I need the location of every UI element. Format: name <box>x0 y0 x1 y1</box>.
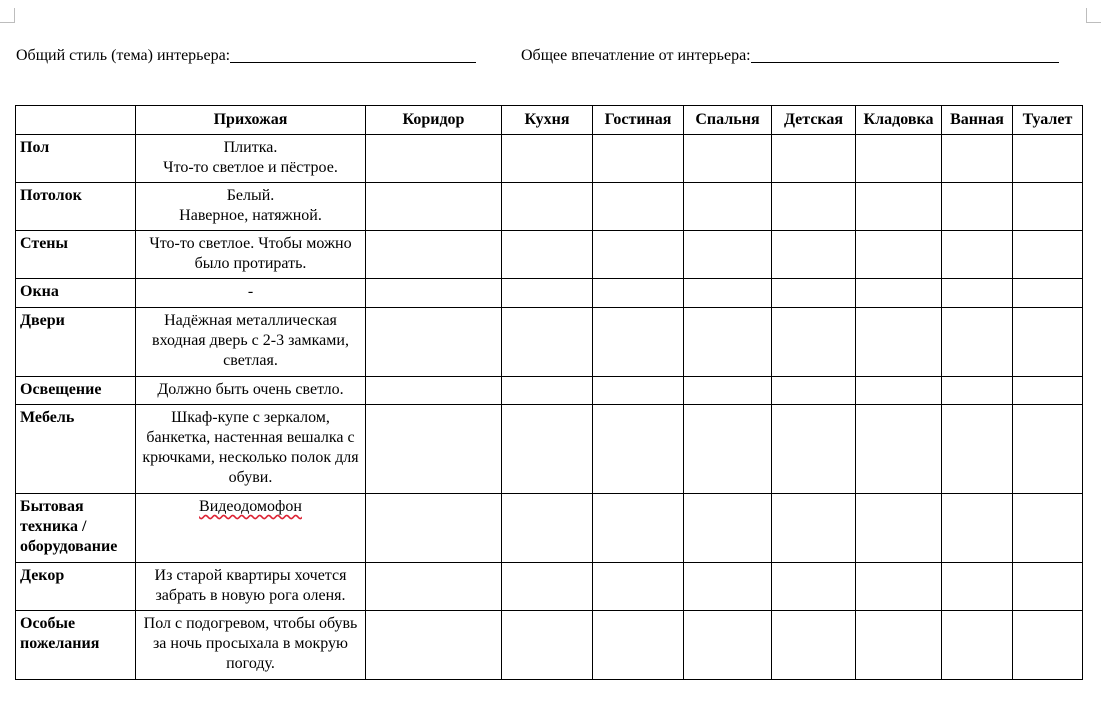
empty-cell[interactable] <box>1013 279 1083 308</box>
row-label: Освещение <box>16 377 136 405</box>
empty-cell[interactable] <box>593 183 684 231</box>
empty-cell[interactable] <box>684 405 772 494</box>
empty-cell[interactable] <box>1013 231 1083 279</box>
empty-cell[interactable] <box>593 135 684 183</box>
empty-cell[interactable] <box>856 563 942 611</box>
table-row <box>16 611 1083 680</box>
empty-cell[interactable] <box>942 183 1013 231</box>
empty-cell[interactable] <box>1013 308 1083 377</box>
spellcheck-word: Видеодомофон <box>199 498 302 515</box>
table-row <box>16 279 1083 308</box>
empty-cell[interactable] <box>942 494 1013 563</box>
hall-cell[interactable]: - <box>136 279 366 308</box>
empty-cell[interactable] <box>856 494 942 563</box>
empty-cell[interactable] <box>942 405 1013 494</box>
empty-cell[interactable] <box>593 308 684 377</box>
empty-cell[interactable] <box>942 279 1013 308</box>
empty-cell[interactable] <box>366 308 502 377</box>
empty-cell[interactable] <box>593 377 684 405</box>
empty-cell[interactable] <box>593 494 684 563</box>
empty-cell[interactable] <box>942 135 1013 183</box>
empty-cell[interactable] <box>502 135 593 183</box>
empty-cell[interactable] <box>593 563 684 611</box>
table-row <box>16 183 1083 231</box>
empty-cell[interactable] <box>942 611 1013 680</box>
column-header: Коридор <box>366 106 502 135</box>
empty-cell[interactable] <box>502 308 593 377</box>
hall-cell[interactable]: Что-то светлое. Чтобы можно было протирать. <box>136 231 366 279</box>
table-row <box>16 494 1083 563</box>
empty-cell[interactable] <box>1013 405 1083 494</box>
empty-cell[interactable] <box>684 183 772 231</box>
empty-cell[interactable] <box>856 135 942 183</box>
empty-cell[interactable] <box>366 563 502 611</box>
empty-cell[interactable] <box>942 308 1013 377</box>
interior-table <box>15 105 1083 680</box>
hall-cell[interactable]: Из старой квартиры хочется забрать в новую рога оленя. <box>136 563 366 611</box>
table-row <box>16 308 1083 377</box>
empty-cell[interactable] <box>366 231 502 279</box>
table-header-row <box>16 106 1083 135</box>
hall-cell[interactable]: Белый. Наверное, натяжной. <box>136 183 366 231</box>
impression-field <box>521 44 1059 66</box>
column-header: Туалет <box>1013 106 1083 135</box>
empty-cell[interactable] <box>1013 563 1083 611</box>
hall-cell[interactable]: Должно быть очень светло. <box>136 377 366 405</box>
empty-cell[interactable] <box>1013 494 1083 563</box>
column-header: Спальня <box>684 106 772 135</box>
row-label: Бытовая техника / оборудование <box>16 494 136 563</box>
hall-cell[interactable] <box>136 494 366 563</box>
empty-cell[interactable] <box>502 611 593 680</box>
table-row <box>16 135 1083 183</box>
page-corner-mark-left <box>0 8 15 23</box>
hall-cell[interactable]: Шкаф-купе с зеркалом, банкетка, настенная вешалка с крючками, несколько полок для обуви. <box>136 405 366 494</box>
empty-cell[interactable] <box>942 231 1013 279</box>
empty-cell[interactable] <box>502 377 593 405</box>
empty-cell[interactable] <box>772 279 856 308</box>
empty-cell[interactable] <box>1013 183 1083 231</box>
empty-cell[interactable] <box>502 231 593 279</box>
column-header: Кухня <box>502 106 593 135</box>
empty-cell[interactable] <box>593 231 684 279</box>
column-header: Гостиная <box>593 106 684 135</box>
hall-cell[interactable]: Плитка. Что-то светлое и пёстрое. <box>136 135 366 183</box>
empty-cell[interactable] <box>684 611 772 680</box>
empty-cell[interactable] <box>366 279 502 308</box>
empty-cell[interactable] <box>593 611 684 680</box>
empty-cell[interactable] <box>856 377 942 405</box>
empty-cell[interactable] <box>856 405 942 494</box>
empty-cell[interactable] <box>366 135 502 183</box>
empty-cell[interactable] <box>856 183 942 231</box>
empty-cell[interactable] <box>593 279 684 308</box>
empty-cell[interactable] <box>684 135 772 183</box>
table-row <box>16 231 1083 279</box>
empty-cell[interactable] <box>772 405 856 494</box>
row-label: Стены <box>16 231 136 279</box>
column-header <box>16 106 136 135</box>
table-row <box>16 405 1083 494</box>
header-fields <box>16 44 1086 68</box>
empty-cell[interactable] <box>856 308 942 377</box>
empty-cell[interactable] <box>684 563 772 611</box>
empty-cell[interactable] <box>366 405 502 494</box>
style-field-blank[interactable] <box>230 44 476 63</box>
empty-cell[interactable] <box>593 405 684 494</box>
impression-field-label: Общее впечатление от интерьера: <box>521 47 751 64</box>
empty-cell[interactable] <box>772 377 856 405</box>
style-field-label: Общий стиль (тема) интерьера: <box>16 47 231 64</box>
column-header: Ванная <box>942 106 1013 135</box>
empty-cell[interactable] <box>856 231 942 279</box>
page-corner-mark-right <box>1086 8 1101 23</box>
hall-cell[interactable]: Пол с подогревом, чтобы обувь за ночь просыхала в мокрую погоду. <box>136 611 366 680</box>
impression-field-blank[interactable] <box>751 44 1059 63</box>
empty-cell[interactable] <box>502 279 593 308</box>
row-label: Окна <box>16 279 136 308</box>
empty-cell[interactable] <box>366 377 502 405</box>
empty-cell[interactable] <box>1013 377 1083 405</box>
empty-cell[interactable] <box>772 611 856 680</box>
empty-cell[interactable] <box>502 405 593 494</box>
empty-cell[interactable] <box>772 308 856 377</box>
empty-cell[interactable] <box>502 183 593 231</box>
empty-cell[interactable] <box>772 135 856 183</box>
row-label: Особые пожелания <box>16 611 136 680</box>
empty-cell[interactable] <box>366 611 502 680</box>
empty-cell[interactable] <box>684 377 772 405</box>
empty-cell[interactable] <box>684 279 772 308</box>
empty-cell[interactable] <box>856 611 942 680</box>
empty-cell[interactable] <box>772 183 856 231</box>
empty-cell[interactable] <box>772 231 856 279</box>
empty-cell[interactable] <box>1013 135 1083 183</box>
empty-cell[interactable] <box>502 563 593 611</box>
empty-cell[interactable] <box>366 494 502 563</box>
row-label: Декор <box>16 563 136 611</box>
table-row <box>16 377 1083 405</box>
empty-cell[interactable] <box>684 494 772 563</box>
column-header: Кладовка <box>856 106 942 135</box>
row-label: Пол <box>16 135 136 183</box>
empty-cell[interactable] <box>1013 611 1083 680</box>
column-header: Детская <box>772 106 856 135</box>
row-label: Мебель <box>16 405 136 494</box>
empty-cell[interactable] <box>942 563 1013 611</box>
empty-cell[interactable] <box>942 377 1013 405</box>
empty-cell[interactable] <box>772 563 856 611</box>
empty-cell[interactable] <box>772 494 856 563</box>
column-header: Прихожая <box>136 106 366 135</box>
empty-cell[interactable] <box>366 183 502 231</box>
row-label: Двери <box>16 308 136 377</box>
empty-cell[interactable] <box>684 231 772 279</box>
table-row <box>16 563 1083 611</box>
empty-cell[interactable] <box>502 494 593 563</box>
style-field <box>16 44 476 66</box>
empty-cell[interactable] <box>856 279 942 308</box>
row-label: Потолок <box>16 183 136 231</box>
hall-cell[interactable]: Надёжная металлическая входная дверь с 2-3 замками, светлая. <box>136 308 366 377</box>
empty-cell[interactable] <box>684 308 772 377</box>
